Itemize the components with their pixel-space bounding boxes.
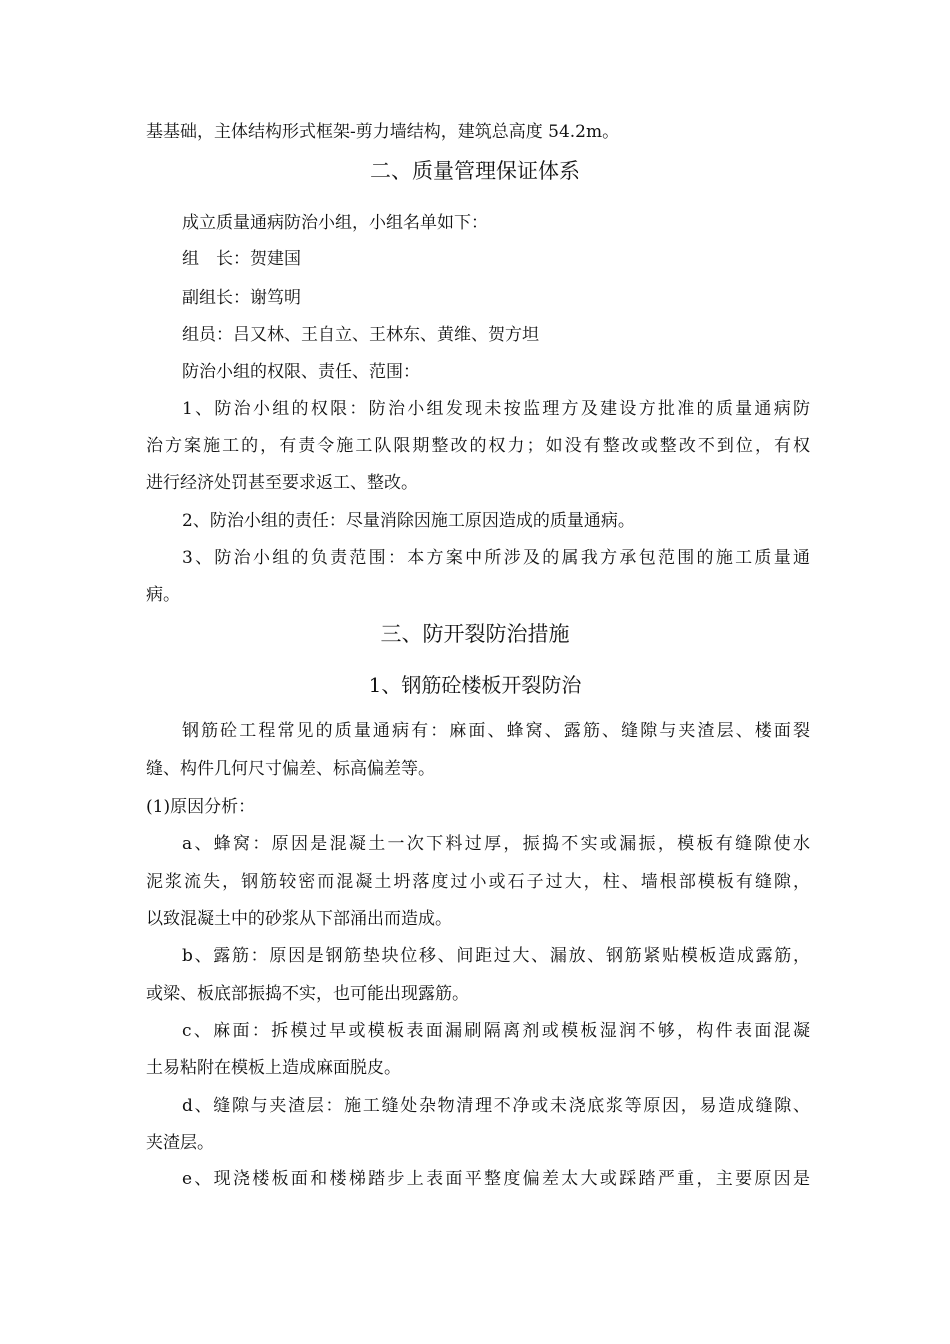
paragraph-line: d、缝隙与夹渣层：施工缝处杂物清理不净或未浇底浆等原因，易造成缝隙、 [182,1096,810,1116]
paragraph-line: 成立质量通病防治小组，小组名单如下： [182,213,488,233]
paragraph-line: 缝、构件几何尺寸偏差、标高偏差等。 [146,759,435,779]
paragraph-line: 治方案施工的，有责令施工队限期整改的权力；如没有整改或整改不到位，有权 [146,436,810,456]
intro-line: 基基础，主体结构形式框架-剪力墙结构，建筑总高度 54.2m。 [146,122,620,142]
paragraph-line: 1、防治小组的权限：防治小组发现未按监理方及建设方批准的质量通病防 [182,399,810,419]
paragraph-line: 进行经济处罚甚至要求返工、整改。 [146,473,418,493]
paragraph-line: 或梁、板底部振捣不实，也可能出现露筋。 [146,984,469,1004]
paragraph-line: 3、防治小组的负责范围：本方案中所涉及的属我方承包范围的施工质量通 [182,548,810,568]
cause-analysis-line: (1)原因分析： [146,797,256,817]
paragraph-line: c、麻面：拆模过早或模板表面漏刷隔离剂或模板湿润不够，构件表面混凝 [182,1021,810,1041]
paragraph-line: 2、防治小组的责任：尽量消除因施工原因造成的质量通病。 [182,511,635,531]
leader-line: 组 长：贺建国 [182,249,301,269]
paragraph-line: 夹渣层。 [146,1133,214,1153]
section-heading-2: 二、质量管理保证体系 [370,159,580,183]
scope-title-line: 防治小组的权限、责任、范围： [182,362,420,382]
section-heading-3: 三、防开裂防治措施 [380,622,570,646]
paragraph-line: 土易粘附在模板上造成麻面脱皮。 [146,1058,401,1078]
paragraph-line: 钢筋砼工程常见的质量通病有：麻面、蜂窝、露筋、缝隙与夹渣层、楼面裂 [182,721,810,741]
paragraph-line: 以致混凝土中的砂浆从下部涌出而造成。 [146,909,452,929]
paragraph-line: 病。 [146,585,180,605]
paragraph-line: e、现浇楼板面和楼梯踏步上表面平整度偏差太大或踩踏严重，主要原因是 [182,1169,810,1189]
paragraph-line: 泥浆流失，钢筋较密而混凝土坍落度过小或石子过大，柱、墙根部模板有缝隙， [146,872,810,892]
paragraph-line: a、蜂窝：原因是混凝土一次下料过厚，振捣不实或漏振，模板有缝隙使水 [182,834,810,854]
subsection-heading-3-1: 1、钢筋砼楼板开裂防治 [368,673,582,697]
members-line: 组员：吕又林、王自立、王林东、黄维、贺方坦 [182,325,539,345]
vice-leader-line: 副组长：谢笃明 [182,288,301,308]
paragraph-line: b、露筋：原因是钢筋垫块位移、间距过大、漏放、钢筋紧贴模板造成露筋， [182,946,810,966]
